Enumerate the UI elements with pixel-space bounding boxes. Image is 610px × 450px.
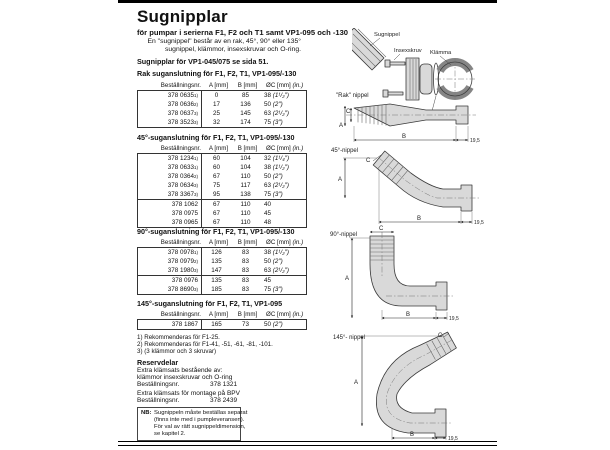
klamma-clamp [435, 59, 475, 99]
cell-a: 67 [212, 201, 220, 208]
table-row [138, 163, 306, 172]
cell-b: 104 [240, 164, 251, 171]
footnote: 3) (3 klämmor och 3 skruvar) [137, 348, 217, 356]
cell-b: 145 [240, 110, 251, 117]
page-title: Sugnipplar [137, 7, 228, 26]
cell-ordernr: 378 0633 1) [138, 163, 202, 172]
table-45 [137, 142, 310, 228]
page-subtitle: för pumpar i serierna F1, F2 och T1 samt VP1-095 och -130 [137, 28, 349, 37]
dim-label-c: C [346, 109, 351, 115]
table-row [138, 172, 306, 181]
cell-b: 117 [240, 182, 251, 189]
table-body [137, 319, 307, 330]
col-header-ordernr: Beställningsnr. [160, 239, 201, 246]
table-row [138, 91, 306, 100]
cell-ordernr: 378 3367 3) [138, 190, 202, 199]
col-header-b: B [mm] [237, 145, 258, 152]
cell-a: 135 [211, 258, 222, 265]
dim-label-b: B [402, 134, 407, 140]
rak-nippel-drawing [338, 96, 496, 150]
cell-b: 83 [241, 258, 249, 265]
cell-oc: 38 (1¹/₂″) [264, 164, 289, 171]
cell-oc: 48 [264, 219, 272, 226]
caption-145-nippel: 145°- nippel [333, 335, 366, 341]
heading-45: 45°-suganslutning för F1, F2, T1, VP1-095/-130 [137, 133, 295, 142]
90-nippel-drawing [338, 224, 486, 328]
col-header-a: A [mm] [208, 311, 229, 318]
cell-a: 60 [212, 164, 220, 171]
spares-line-2: klämmor insexskruvar och O-ring [137, 374, 233, 381]
dim-label-b: B [417, 216, 422, 222]
cell-oc: 75 (3″) [264, 286, 283, 293]
table-145 [137, 308, 310, 330]
table-row [138, 275, 306, 285]
dim-label-flange: 19,5 [449, 316, 459, 322]
cell-ordernr: 378 0965 [138, 218, 202, 227]
cell-b: 83 [241, 267, 249, 274]
table-row [138, 109, 306, 118]
table-body [137, 90, 307, 128]
order-number: 378 2439 [210, 397, 238, 404]
cell-ordernr: 378 1062 [138, 200, 202, 209]
see-also-note: Sugnipplar för VP1-045/075 se sida 51. [137, 57, 269, 66]
table-row [138, 285, 306, 294]
cell-a: 67 [212, 219, 220, 226]
cell-ordernr: 378 0979 2) [138, 257, 202, 266]
cell-a: 17 [212, 101, 220, 108]
caption-rak-nippel: "Rak" nippel [336, 93, 369, 99]
cell-oc: 45 [264, 277, 272, 284]
cell-a: 25 [212, 110, 220, 117]
cell-b: 83 [241, 277, 249, 284]
col-header-oc: ØC [mm] (in.) [266, 145, 304, 152]
cell-oc: 45 [264, 210, 272, 217]
order-label: Beställningsnr. [137, 381, 180, 388]
cell-b: 110 [240, 201, 251, 208]
order-number: 378 1321 [210, 381, 238, 388]
spares-line-1: Extra klämsats bestående av: [137, 367, 223, 374]
table-header-row [137, 79, 310, 90]
cell-oc: 38 (1¹/₂″) [264, 92, 289, 99]
col-header-oc-mm: ØC [mm] [266, 82, 291, 89]
cell-oc: 75 (3″) [264, 119, 283, 126]
cell-ordernr: 378 0635 1) [138, 91, 202, 100]
dim-label-b: B [410, 432, 415, 438]
cell-b: 110 [240, 210, 251, 217]
dim-label-c: C [379, 226, 384, 232]
col-header-b: B [mm] [237, 239, 258, 246]
dim-label-flange: 19,5 [474, 220, 484, 226]
nipple-collar [406, 58, 419, 100]
table-row [138, 209, 306, 218]
cell-ordernr: 378 1980 3) [138, 266, 202, 275]
cell-b: 73 [241, 321, 249, 328]
order-label: Beställningsnr. [137, 397, 180, 404]
flange-plate [420, 64, 432, 94]
cell-a: 67 [212, 210, 220, 217]
cell-a: 32 [212, 119, 220, 126]
cell-oc: 50 (2″) [264, 173, 283, 180]
table-row [138, 266, 306, 275]
cell-b: 104 [240, 155, 251, 162]
label-sugnippel: Sugnippel [374, 32, 400, 38]
cell-b: 174 [240, 119, 251, 126]
col-header-oc: ØC [mm] (in.) [266, 239, 304, 246]
table-header-row [137, 308, 310, 319]
heading-90: 90°-suganslutning för F1, F2, T1, VP1-095/-130 [137, 227, 295, 236]
cell-a: 126 [211, 249, 222, 256]
heading-145: 145°-suganslutning för F1, F2, T1, VP1-095 [137, 299, 283, 308]
cell-ordernr: 378 0637 3) [138, 109, 202, 118]
table-row [138, 218, 306, 227]
dim-label-a: A [338, 177, 343, 183]
dim-label-b: B [406, 312, 411, 318]
cell-ordernr: 378 0634 3) [138, 181, 202, 190]
cell-oc: 63 (2¹/₂″) [264, 110, 289, 117]
45-nippel-drawing [335, 150, 497, 230]
cell-oc: 32 (1¹/₄″) [264, 155, 290, 162]
table-row [138, 320, 306, 329]
dim-label-flange: 19,5 [470, 138, 480, 144]
cell-ordernr: 378 0364 2) [138, 172, 202, 181]
cell-ordernr: 378 0976 [138, 276, 202, 285]
dim-label-flange: 19,5 [448, 436, 458, 442]
table-90 [137, 236, 310, 295]
cell-a: 147 [211, 267, 222, 274]
cell-oc: 63 (2¹/₂″) [264, 182, 289, 189]
col-header-oc: ØC [mm] (in.) [266, 311, 304, 318]
col-header-b: B [mm] [237, 82, 258, 89]
spares-heading: Reservdelar [137, 358, 179, 367]
table-rak [137, 79, 310, 128]
cell-b: 110 [240, 173, 251, 180]
cell-a: 0 [214, 92, 219, 99]
heading-rak: Rak suganslutning för F1, F2, T1, VP1-095/-130 [137, 69, 297, 78]
cell-b: 138 [240, 191, 251, 198]
dim-label-a: A [345, 276, 350, 282]
col-header-a: A [mm] [208, 239, 229, 246]
table-header-row [137, 142, 310, 153]
col-header-oc [262, 82, 310, 89]
nb-line: Sugnippeln måste beställas separat [154, 410, 248, 416]
cell-ordernr: 378 0636 2) [138, 100, 202, 109]
col-header-inch: (in.) [292, 82, 304, 89]
cell-ordernr: 378 0975 [138, 209, 202, 218]
table-row [138, 257, 306, 266]
col-header-ordernr: Beställningsnr. [160, 82, 201, 89]
spares-line-3: Extra klämsats för montage på BPV [137, 390, 240, 397]
cell-ordernr: 378 8690 3) [138, 285, 202, 294]
col-header-b: B [mm] [237, 311, 258, 318]
table-header-row [137, 236, 310, 247]
table-row [138, 248, 306, 257]
label-klamma: Klämma [430, 50, 452, 56]
dim-label-a: A [339, 123, 344, 129]
cell-a: 75 [212, 182, 220, 189]
table-row [138, 100, 306, 109]
intro-line-2: sugnippel, klämmor, insexskruvar och O-ring. [165, 46, 301, 53]
page-top-rule [118, 0, 497, 3]
cell-oc: 75 (3″) [264, 191, 283, 198]
cell-oc: 63 (2¹/₂″) [264, 267, 289, 274]
table-row [138, 154, 306, 163]
cell-a: 185 [211, 286, 222, 293]
cell-a: 60 [212, 155, 220, 162]
cell-oc: 50 (2″) [264, 321, 283, 328]
cell-a: 67 [212, 173, 220, 180]
cell-b: 83 [241, 249, 249, 256]
nb-line: För val av rätt sugnippeldimension, [154, 423, 246, 430]
insexskruv-bolts [383, 60, 405, 97]
col-header-ordernr: Beställningsnr. [160, 311, 201, 318]
table-row [138, 181, 306, 190]
intro-text [135, 38, 301, 54]
footnote: 2) Rekommenderas för F1-41, -51, -61, -81, -101. [137, 341, 273, 349]
table-body [137, 247, 307, 295]
col-header-a: A [mm] [208, 145, 229, 152]
dim-label-c: C [438, 333, 443, 339]
spares-order-row-2 [137, 397, 237, 404]
label-insexskruv: Insexskruv [394, 48, 422, 54]
cell-a: 95 [212, 191, 220, 198]
table-body [137, 153, 307, 228]
cell-b: 83 [241, 286, 249, 293]
table-row [138, 199, 306, 209]
nb-label: NB: [141, 410, 152, 416]
caption-90-nippel: 90°-nippel [330, 232, 358, 238]
nb-line: se kapitel 2. [154, 430, 186, 437]
cell-oc: 50 (2″) [264, 258, 283, 265]
cell-ordernr: 378 1234 1) [138, 154, 202, 163]
table-row [138, 190, 306, 199]
cell-b: 110 [240, 219, 251, 226]
table-row [138, 118, 306, 127]
footnote: 1) Rekommenderas för F1-25. [137, 334, 220, 341]
caption-45-nippel: 45°-nippel [331, 148, 359, 154]
dim-label-a: A [354, 380, 359, 386]
145-nippel-drawing [340, 328, 497, 446]
spares-order-row-1 [137, 381, 237, 388]
footnote-list [137, 334, 273, 356]
nb-text [154, 410, 247, 438]
col-header-ordernr: Beställningsnr. [160, 145, 201, 152]
cell-ordernr: 378 0978 1) [138, 248, 202, 257]
cell-b: 136 [240, 101, 251, 108]
cell-b: 85 [241, 92, 249, 99]
dim-label-c: C [366, 158, 371, 164]
nb-line: (finns inte med i pumpleveransen). [154, 416, 245, 423]
cell-ordernr: 378 1867 [138, 320, 202, 329]
cell-oc: 50 (2″) [264, 101, 283, 108]
col-header-a: A [mm] [208, 82, 229, 89]
cell-oc: 38 (1¹/₂″) [264, 249, 289, 256]
cell-a: 165 [211, 321, 222, 328]
cell-oc: 40 [264, 201, 272, 208]
cell-a: 135 [211, 277, 222, 284]
cell-ordernr: 378 3523 3) [138, 118, 202, 127]
nb-box [137, 407, 248, 441]
intro-line-1: En "sugnippel" består av en rak, 45°, 90° eller 135° [147, 38, 301, 45]
